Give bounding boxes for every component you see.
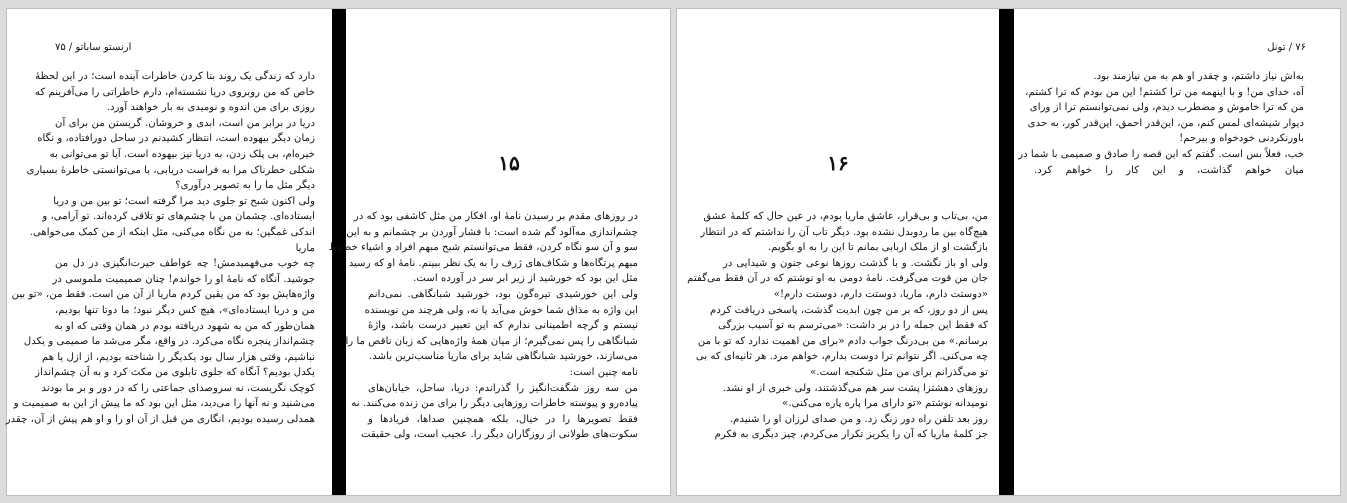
text-line: پس از دو روز، که بر من چون ابدیت گذشت، پاسخی دریافت کردم [710, 304, 988, 316]
text-line: کوچک نگریست، نه سروصدای جماعتی را که در دور و بر ما بودند [41, 382, 315, 394]
text-line: همان‌طور که من به شهود دریافته بودم در همان وقتی که او به [54, 320, 315, 332]
text-line: چه خوب می‌فهمیدمش! چه عواطف حیرت‌انگیزی در دل من [55, 258, 315, 270]
chapter-16-body [687, 209, 988, 443]
page-chapter-16 [677, 9, 999, 495]
text-line: دریا در برابر من است، ابدی و خروشان. گریستن من برای آن [55, 117, 315, 129]
text-line: خاص که من روبروی دریا نشسته‌ام، دارم خاطراتی را می‌آفرینم که [34, 86, 315, 98]
text-line: روز بعد تلفن راه دور زنگ زد. و من صدای لرزان او را شنیدم. [729, 413, 988, 425]
text-line: نباشیم، وقتی هزار سال بود یکدیگر را شناخته بودیم، از ازل یا هم [41, 351, 315, 363]
page-75-body [5, 69, 315, 428]
page-76 [1014, 9, 1342, 495]
text-line: می‌سازند، خورشید شبانگاهی شاید برای ماریا مناسب‌ترین باشد. [368, 351, 638, 363]
text-line: من که ترا خاموش و مضطرب دیدم، ولی نمی‌توانستم ترا از ورای [1029, 102, 1304, 114]
text-line: واژه‌هایش بود که من یقین کردم ماریا از آن من است. فقط من، «تو بین [11, 289, 315, 301]
text-line: دارد که زندگی یک روند بنا کردن خاطرات آینده است؛ در این لحظهٔ [35, 71, 315, 82]
page-gutter-shadow [999, 9, 1014, 495]
text-line: این واژه به مذاق شما خوش می‌آید یا نه، ولی هرچند من نویسنده [364, 304, 638, 316]
text-line: «دوستت دارم، ماریا، دوستت دارم، دوستت دارم!» [773, 288, 988, 300]
text-line: می‌شنید و نه آنها را می‌دید، مثل این بود که ما پیش از این به صمیمیت و [13, 398, 315, 410]
text-line: دیوار شیشه‌ای لمس کنم، من، این‌قدر احمق، این‌قدر کور، به حدی [1027, 117, 1304, 129]
text-line: سکوت‌های طولانی از روزگاران دیگر را. عجیب است، ولی حقیقت [360, 429, 638, 441]
text-line: ماریا [295, 242, 315, 254]
text-line: ایستاده‌ای. چشمان من با چشم‌های تو تلاقی کرده‌اند. تو آرامی، و [42, 211, 315, 223]
text-line: باورنکردنی خودخواه و بیرحم! [1179, 133, 1304, 145]
page-chapter-15 [328, 9, 672, 495]
text-line: زمان دیگر بیهوده است، انتظار کشیدنم در ساحل دورافتاده، و نگاه [37, 133, 315, 145]
text-line: دیگر مثل ما را به تصویر درآوری؟ [175, 180, 315, 192]
text-line: نامه چنین است: [569, 366, 638, 378]
text-line: بازگشت او از ملک اربابی بمانم تا این را به او بگویم. [767, 242, 988, 254]
chapter-number: ۱۶ [827, 151, 849, 175]
text-line: در روزهای مقدم بر رسیدن نامهٔ او، افکار من مثل کاشفی بود که در [353, 211, 638, 222]
text-line: جان من قوت می‌گرفت. نامهٔ دومی به او نوشتم که در آن فقط می‌گفتم [687, 273, 988, 285]
text-line: مثل این بود که خورشید از زیر ابر سر در آورده است. [413, 273, 638, 285]
text-line: من سه روز شگفت‌انگیز را گذراندم: دریا، ساحل، خیابان‌های [368, 382, 638, 394]
running-head: ۷۶ / تونل [1267, 42, 1306, 53]
text-line: روزی برای من اندوه و نومیدی به بار خواهند آورد. [106, 102, 315, 114]
text-line: روزهای دهشتزا پشت سر هم می‌گذشتند، ولی خبری از او نشد. [722, 382, 988, 394]
text-line: همدلی رسیده بودیم، انگاری من قبل از آن او را و او هم پیش از آن، چقدر [5, 414, 315, 426]
text-line: جوشید. آنگاه که نامهٔ او را خواندم! چنان صمیمیت ملموسی در [52, 273, 315, 285]
text-line: نومیدانه نوشتم «تو دارای مرا پاره پاره می‌کنی.» [782, 398, 988, 410]
chapter-number: ۱۵ [498, 151, 520, 175]
text-line: ولی او باز نگشت. و با گذشت روزها نوعی جنون و شیدایی در [723, 257, 988, 269]
right-spread [676, 8, 1341, 496]
text-line: جز کلمهٔ ماریا که آن را یکریز تکرار می‌کردم، چیز دیگری به فکرم [714, 429, 988, 441]
text-line: یکدل بودیم؟ آنگاه که جلوی تابلوی من مکث کرد و به آن چشم‌انداز [35, 367, 315, 379]
text-line: چشم‌انداز پنجره نگاه می‌کرد. در واقع، مگر می‌شد ما صمیمی و یکدل [23, 336, 315, 348]
text-line: میان خواهم گذاشت، و این کار را خواهم کرد. [1034, 164, 1304, 176]
text-line: که فقط این جمله را در بر داشت: «می‌ترسم به تو آسیب بزرگی [718, 320, 988, 332]
text-line: هیچ‌گاه بین ما ردوبدل نشده بود. دیگر تاب آن را نداشتم که در انتظار [700, 226, 988, 238]
text-line: من، بی‌تاب و بی‌قرار، عاشق ماریا بودم، در عین حال که کلمهٔ عشق [703, 211, 988, 222]
text-line: پیاده‌رو و پیوسته خاطرات روزهایی دیگر را برای من زنده می‌کنند. نه [351, 398, 638, 410]
text-line: چه می‌کنی. اگر نتوانم ترا دوست بدارم، خواهم مرد. هر ثانیه‌ای که بی [695, 351, 988, 363]
text-line: اندکی غمگین؛ به من نگاه می‌کنی، مثل اینکه از من کمک می‌خواهی. [29, 226, 315, 238]
text-line: مبهم پرتگاه‌ها و شکاف‌های ژرف را به یک نظر ببینم. نامهٔ او که رسید [348, 257, 638, 269]
text-line: ولی این خورشیدی تیره‌گون بود، خورشید شبانگاهی. نمی‌دانم [368, 288, 638, 300]
page-75 [7, 9, 337, 495]
running-head: ارنستو ساباتو / ۷۵ [55, 42, 132, 53]
text-line: فقط تصویرها را در خیال، بلکه همچنین صداها، فریادها و [368, 413, 638, 425]
text-line: نیستم و گرچه اطمینانی ندارم که این تعبیر درست باشد، واژهٔ [368, 320, 638, 332]
chapter-15-body [328, 209, 638, 443]
text-line: خیره‌ام، بی پلک زدن، به دریا نیز بیهوده است. آیا تو می‌توانی به [49, 148, 315, 160]
text-line: چشم‌اندازی مه‌آلود گم شده است: با فشار آوردن بر چشمانم و به این [346, 226, 638, 238]
text-line: آه، خدای من! و با اینهمه من ترا کشتم! این من بودم که ترا کشتم، [1025, 86, 1304, 98]
text-line: من و دریا ایستاده‌ای»، هیچ کس دیگر نبود؛ ما دوتا تنها بودیم، [55, 304, 315, 316]
text-line: سو و آن سو نگاه کردن، فقط می‌توانستم شبح مبهم افراد و اشیاء خطوط [328, 242, 638, 254]
text-line: برسانم.» من بی‌درنگ جواب دادم «برای من اهمیت ندارد که تو با من [697, 335, 988, 347]
text-line: به‌اش نیاز داشتم، و چقدر او هم به من نیاز‌مند بود. [1093, 71, 1304, 82]
text-line: شبانگاهی را پس نمی‌گیرم؛ از میان همهٔ واژه‌هایی که زبان ناقص ما را [345, 335, 638, 347]
page-76-body [1018, 69, 1304, 178]
text-line: تو می‌گذرانم برای من مثل شکنجه است.» [810, 366, 988, 378]
text-line: خب، فعلاً بس است. گفتم که این قصه را صادق و صمیمی با شما در [1018, 148, 1304, 160]
text-line: ولی اکنون شبح تو جلوی دید مرا گرفته است؛ تو بین من و دریا [53, 195, 315, 207]
left-spread [6, 8, 671, 496]
text-line: شکلی خطرناک مرا به فراست دریابی، یا می‌توانستی خاطرهٔ بسیاری [26, 164, 315, 176]
